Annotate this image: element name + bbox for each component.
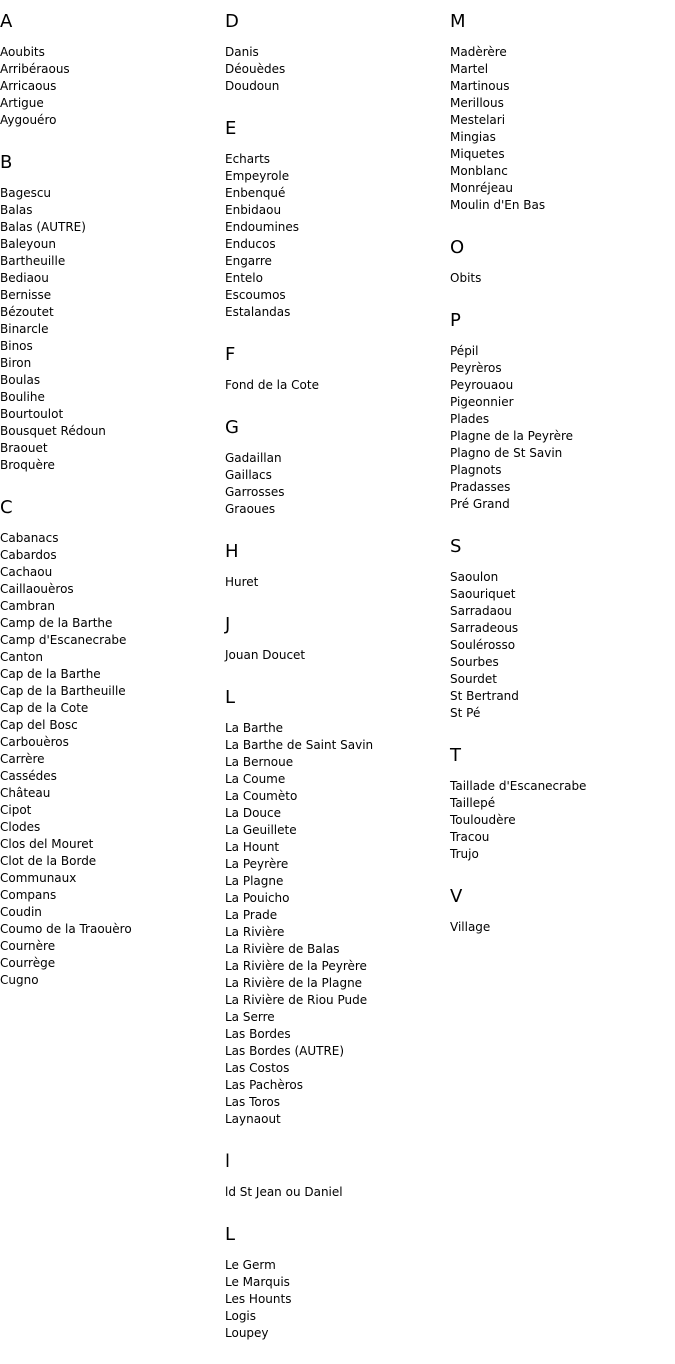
place-name-link[interactable]: Cournère [0, 939, 56, 953]
place-name-link[interactable]: Camp d'Escanecrabe [0, 633, 127, 647]
place-name-link[interactable]: Cipot [0, 803, 32, 817]
place-name-link[interactable]: Jouan Doucet [225, 648, 306, 662]
place-name-link[interactable]: La Rivière de la Plagne [225, 976, 363, 990]
section-letter-heading: B [0, 152, 13, 173]
place-name-link[interactable]: Coudin [0, 905, 42, 919]
place-name-link[interactable]: Entelo [225, 271, 263, 285]
section-letter-heading: L [225, 1224, 236, 1245]
place-name-link[interactable]: Merillous [450, 96, 504, 110]
section-letter-heading: H [225, 541, 239, 562]
letter-section [225, 540, 440, 591]
place-name-link[interactable]: La Rivière de Balas [225, 942, 340, 956]
place-name-link[interactable]: Village [450, 920, 491, 934]
place-name-link[interactable]: Coumo de la Traouèro [0, 922, 132, 936]
place-name-link[interactable]: Enbidaou [225, 203, 282, 217]
place-name-link[interactable]: Pigeonnier [450, 395, 514, 409]
place-name-link[interactable]: Madèrère [450, 45, 507, 59]
place-name-link[interactable]: La Pouicho [225, 891, 290, 905]
place-name-link[interactable]: Pépil [450, 344, 479, 358]
place-name-link[interactable]: Cugno [0, 973, 39, 987]
place-name-link[interactable]: Doudoun [225, 79, 280, 93]
place-name-link[interactable]: Clodes [0, 820, 41, 834]
place-name-link[interactable]: Logis [225, 1309, 257, 1323]
place-name-link[interactable]: Château [0, 786, 51, 800]
place-name-link[interactable]: La Plagne [225, 874, 284, 888]
place-name-link[interactable]: La Hount [225, 840, 280, 854]
letter-section [225, 686, 440, 1128]
place-name-link[interactable]: Taillade d'Escanecrabe [450, 779, 587, 793]
place-name-link[interactable]: Tracou [450, 830, 490, 844]
place-name-link[interactable]: Laynaout [225, 1112, 281, 1126]
letter-section [450, 10, 665, 214]
place-name-link[interactable]: La Rivière [225, 925, 285, 939]
place-name-link[interactable]: Cachaou [0, 565, 53, 579]
place-name-link[interactable]: Camp de la Barthe [0, 616, 113, 630]
index-column-2 [225, 10, 440, 1364]
place-name-link[interactable]: Fond de la Cote [225, 378, 319, 392]
place-name-link[interactable]: Sarradaou [450, 604, 512, 618]
place-name-link[interactable]: Bagescu [0, 186, 52, 200]
place-name-link[interactable]: Aoubits [0, 45, 45, 59]
section-letter-heading: F [225, 344, 236, 365]
section-letter-heading: V [450, 886, 463, 907]
place-name-link[interactable]: Carrère [0, 752, 45, 766]
place-name-link[interactable]: La Douce [225, 806, 282, 820]
place-name-link[interactable]: Broquère [0, 458, 55, 472]
place-name-link[interactable]: Touloudère [450, 813, 516, 827]
section-letter-heading: M [450, 11, 466, 32]
place-name-link[interactable]: Escoumos [225, 288, 286, 302]
place-name-link[interactable]: Courrège [0, 956, 56, 970]
place-name-link[interactable]: Obits [450, 271, 482, 285]
place-name-link[interactable]: Cap del Bosc [0, 718, 78, 732]
place-name-link[interactable]: Clos del Mouret [0, 837, 94, 851]
place-name-link[interactable]: Pré Grand [450, 497, 510, 511]
place-name-link[interactable]: La Coume [225, 772, 286, 786]
place-name-link[interactable]: Peyrèros [450, 361, 502, 375]
place-name-link[interactable]: Baleyoun [0, 237, 56, 251]
place-name-link[interactable]: La Rivière de la Peyrère [225, 959, 367, 973]
place-name-link[interactable]: Binarcle [0, 322, 49, 336]
letter-section [225, 1150, 440, 1201]
letter-section [225, 10, 440, 95]
letter-section [450, 309, 665, 513]
place-name-link[interactable]: Bézoutet [0, 305, 54, 319]
place-name-link[interactable]: Sourbes [450, 655, 499, 669]
place-name-link[interactable]: Arribéraous [0, 62, 70, 76]
place-name-link[interactable]: Cambran [0, 599, 55, 613]
place-name-link[interactable]: Empeyrole [225, 169, 290, 183]
place-name-link[interactable]: La Barthe de Saint Savin [225, 738, 374, 752]
place-name-link[interactable]: Cassédes [0, 769, 57, 783]
place-name-link[interactable]: Saouriquet [450, 587, 516, 601]
place-name-link[interactable]: La Barthe [225, 721, 284, 735]
place-name-link[interactable]: La Rivière de Riou Pude [225, 993, 368, 1007]
place-name-link[interactable]: La Geuillete [225, 823, 297, 837]
place-name-link[interactable]: Les Hounts [225, 1292, 292, 1306]
place-name-link[interactable]: Braouet [0, 441, 48, 455]
place-name-link[interactable]: Las Toros [225, 1095, 281, 1109]
section-letter-heading: l [225, 1151, 231, 1172]
letter-section [225, 416, 440, 518]
place-name-link[interactable]: Las Bordes [225, 1027, 291, 1041]
place-name-link[interactable]: Peyrouaou [450, 378, 514, 392]
place-name-link[interactable]: Loupey [225, 1326, 269, 1340]
place-name-link[interactable]: Echarts [225, 152, 271, 166]
place-name-link[interactable]: Boulas [0, 373, 41, 387]
place-name-link[interactable]: Balas (AUTRE) [0, 220, 86, 234]
section-letter-heading: T [450, 745, 461, 766]
place-name-link[interactable]: Garrosses [225, 485, 285, 499]
index-column-1 [0, 10, 215, 1011]
place-name-link[interactable]: Clot de la Borde [0, 854, 97, 868]
place-name-link[interactable]: Caillaouèros [0, 582, 74, 596]
place-name-link[interactable]: Bousquet Rédoun [0, 424, 106, 438]
place-name-link[interactable]: La Peyrère [225, 857, 289, 871]
place-name-link[interactable]: Carbouèros [0, 735, 69, 749]
place-name-link[interactable]: Communaux [0, 871, 77, 885]
place-name-link[interactable]: Aygouéro [0, 113, 57, 127]
letter-section [450, 885, 665, 936]
place-name-link[interactable]: La Bernoue [225, 755, 294, 769]
place-name-link[interactable]: Arricaous [0, 79, 57, 93]
place-name-link[interactable]: Mestelari [450, 113, 506, 127]
place-name-link[interactable]: Engarre [225, 254, 272, 268]
place-name-link[interactable]: Sarradeous [450, 621, 519, 635]
letter-section [0, 496, 215, 989]
place-name-link[interactable]: La Prade [225, 908, 278, 922]
letter-section [0, 151, 215, 474]
place-name-link[interactable]: Miquetes [450, 147, 505, 161]
place-name-link[interactable]: La Coumèto [225, 789, 298, 803]
letter-section [225, 1223, 440, 1342]
place-name-link[interactable]: Endoumines [225, 220, 300, 234]
letter-section [450, 236, 665, 287]
place-name-link[interactable]: St Bertrand [450, 689, 519, 703]
place-name-link[interactable]: Huret [225, 575, 259, 589]
section-letter-heading: D [225, 11, 239, 32]
place-name-link[interactable]: Cap de la Cote [0, 701, 89, 715]
place-name-link[interactable]: Le Germ [225, 1258, 276, 1272]
letter-section [450, 744, 665, 863]
place-name-link[interactable]: Enbenqué [225, 186, 286, 200]
place-name-link[interactable]: Cabardos [0, 548, 57, 562]
place-name-link[interactable]: Bediaou [0, 271, 49, 285]
place-name-link[interactable]: Cabanacs [0, 531, 59, 545]
index-column-3 [450, 10, 665, 958]
place-name-link[interactable]: Binos [0, 339, 33, 353]
section-letter-heading: C [0, 497, 13, 518]
letter-section [225, 117, 440, 321]
letter-section [450, 535, 665, 722]
letter-section [0, 10, 215, 129]
section-letter-heading: E [225, 118, 237, 139]
place-name-link[interactable]: Cap de la Bartheuille [0, 684, 126, 698]
place-name-link[interactable]: Soulérosso [450, 638, 516, 652]
place-name-link[interactable]: Enducos [225, 237, 276, 251]
place-name-link[interactable]: La Serre [225, 1010, 275, 1024]
place-name-link[interactable]: Bernisse [0, 288, 52, 302]
place-name-link[interactable]: Pradasses [450, 480, 511, 494]
place-name-link[interactable]: Artigue [0, 96, 44, 110]
place-name-link[interactable]: Las Bordes (AUTRE) [225, 1044, 345, 1058]
place-name-link[interactable]: Bourtoulot [0, 407, 64, 421]
place-name-link[interactable]: Moulin d'En Bas [450, 198, 546, 212]
place-name-link[interactable]: Compans [0, 888, 57, 902]
place-name-link[interactable]: Monblanc [450, 164, 508, 178]
place-name-link[interactable]: Estalandas [225, 305, 291, 319]
place-name-link[interactable]: Danis [225, 45, 259, 59]
place-name-link[interactable]: Taillepé [450, 796, 496, 810]
place-name-link[interactable]: Bartheuille [0, 254, 66, 268]
place-name-link[interactable]: Plades [450, 412, 490, 426]
place-name-link[interactable]: ld St Jean ou Daniel [225, 1185, 343, 1199]
letter-section [225, 613, 440, 664]
place-name-link[interactable]: Boulihe [0, 390, 45, 404]
place-name-link[interactable]: Monréjeau [450, 181, 514, 195]
place-name-link[interactable]: Cap de la Barthe [0, 667, 101, 681]
place-name-link[interactable]: Balas [0, 203, 33, 217]
place-name-link[interactable]: Las Costos [225, 1061, 290, 1075]
place-name-link[interactable]: Gadaillan [225, 451, 282, 465]
section-letter-heading: G [225, 417, 239, 438]
section-letter-heading: J [225, 614, 231, 635]
place-name-link[interactable]: Gaillacs [225, 468, 272, 482]
place-name-link[interactable]: Las Pachèros [225, 1078, 304, 1092]
place-name-link[interactable]: Plagne de la Peyrère [450, 429, 574, 443]
place-name-link[interactable]: Martinous [450, 79, 510, 93]
section-letter-heading: A [0, 11, 13, 32]
place-name-link[interactable]: Canton [0, 650, 43, 664]
section-letter-heading: S [450, 536, 462, 557]
place-name-link[interactable]: Mingias [450, 130, 496, 144]
place-name-link[interactable]: Martel [450, 62, 489, 76]
section-letter-heading: P [450, 310, 461, 331]
place-name-link[interactable]: Le Marquis [225, 1275, 290, 1289]
place-name-link[interactable]: Graoues [225, 502, 276, 516]
place-name-link[interactable]: Saoulon [450, 570, 499, 584]
place-name-link[interactable]: Biron [0, 356, 32, 370]
letter-section [225, 343, 440, 394]
place-name-link[interactable]: Déouèdes [225, 62, 286, 76]
place-name-link[interactable]: Plagno de St Savin [450, 446, 563, 460]
section-letter-heading: L [225, 687, 236, 708]
section-letter-heading: O [450, 237, 465, 258]
place-name-link[interactable]: Trujo [450, 847, 479, 861]
place-name-link[interactable]: Plagnots [450, 463, 502, 477]
place-name-link[interactable]: St Pé [450, 706, 481, 720]
place-name-link[interactable]: Sourdet [450, 672, 497, 686]
